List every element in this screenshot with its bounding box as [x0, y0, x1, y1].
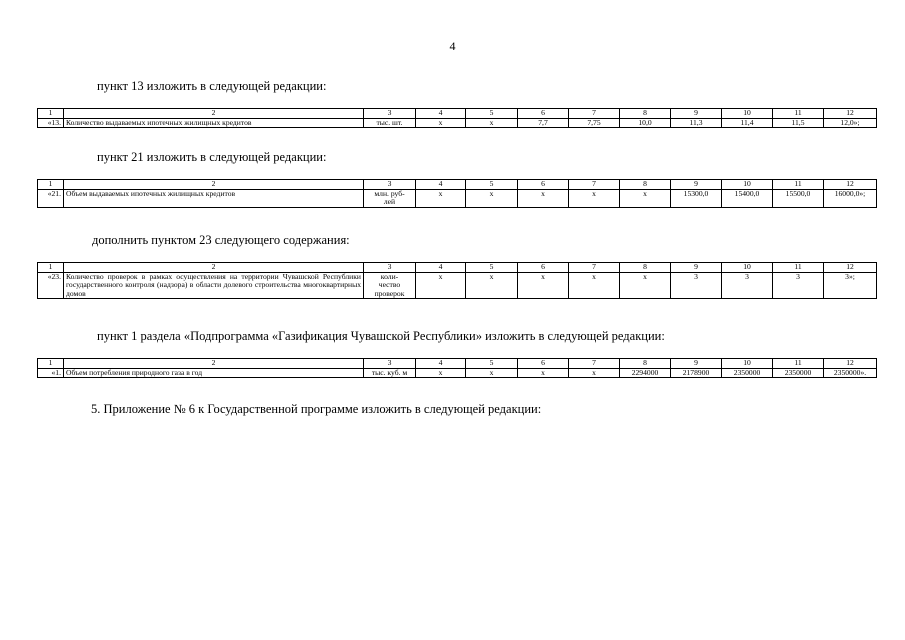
value-cell: 2294000: [620, 368, 671, 378]
col-num: 5: [466, 359, 518, 369]
table-header-row: [38, 180, 877, 190]
value-cell: x: [466, 272, 518, 299]
col-num: 10: [722, 263, 773, 273]
col-num: 11: [773, 180, 824, 190]
col-num: 12: [824, 109, 877, 119]
row-number: «1.: [38, 368, 64, 378]
value-cell: x: [569, 368, 620, 378]
col-num: 5: [466, 180, 518, 190]
table-punkt-1-gas: [37, 358, 877, 378]
col-num: 6: [518, 263, 569, 273]
indicator-name: Объем потребления природного газа в год: [64, 368, 364, 378]
col-num: 2: [64, 180, 364, 190]
value-cell: x: [416, 189, 466, 207]
heading-punkt-1-gas: пункт 1 раздела «Подпрограмма «Газификация Чувашской Республики» изложить в следующей редакции:: [97, 329, 665, 343]
indicator-name: Количество проверок в рамках осуществления на территории Чувашской Республики государственного контроля (надзора) в области долевого строительства многоквартирных домов: [64, 272, 364, 299]
table-punkt-13: [37, 108, 877, 128]
value-cell: x: [518, 368, 569, 378]
value-cell: x: [518, 189, 569, 207]
row-number: «13.: [38, 118, 64, 128]
table-row: [38, 189, 877, 207]
indicator-name: Количество выдаваемых ипотечных жилищных кредитов: [64, 118, 364, 128]
value-cell: 12,0»;: [824, 118, 877, 128]
col-num: 10: [722, 109, 773, 119]
value-cell: x: [416, 272, 466, 299]
indicator-name: Объем выдаваемых ипотечных жилищных кредитов: [64, 189, 364, 207]
col-num: 6: [518, 359, 569, 369]
table-header-row: [38, 359, 877, 369]
col-num: 3: [364, 180, 416, 190]
col-num: 9: [671, 109, 722, 119]
col-num: 1: [38, 263, 64, 273]
value-cell: 10,0: [620, 118, 671, 128]
col-num: 11: [773, 263, 824, 273]
value-cell: 15400,0: [722, 189, 773, 207]
value-cell: x: [620, 272, 671, 299]
col-num: 11: [773, 359, 824, 369]
value-cell: x: [569, 189, 620, 207]
col-num: 9: [671, 359, 722, 369]
value-cell: 2350000: [773, 368, 824, 378]
heading-punkt-23: дополнить пунктом 23 следующего содержания:: [92, 233, 350, 247]
value-cell: x: [466, 118, 518, 128]
col-num: 2: [64, 263, 364, 273]
value-cell: x: [620, 189, 671, 207]
value-cell: 3: [773, 272, 824, 299]
unit-cell: тыс. шт.: [364, 118, 416, 128]
col-num: 2: [64, 109, 364, 119]
value-cell: 16000,0»;: [824, 189, 877, 207]
col-num: 9: [671, 263, 722, 273]
col-num: 1: [38, 359, 64, 369]
unit-cell: млн. руб- лей: [364, 189, 416, 207]
value-cell: x: [466, 189, 518, 207]
value-cell: x: [518, 272, 569, 299]
value-cell: x: [416, 368, 466, 378]
value-cell: x: [466, 368, 518, 378]
col-num: 7: [569, 263, 620, 273]
col-num: 11: [773, 109, 824, 119]
table-row: [38, 368, 877, 378]
col-num: 7: [569, 359, 620, 369]
unit-cell: тыс. куб. м: [364, 368, 416, 378]
col-num: 7: [569, 109, 620, 119]
value-cell: 3: [722, 272, 773, 299]
col-num: 7: [569, 180, 620, 190]
col-num: 3: [364, 263, 416, 273]
page-number: 4: [449, 39, 456, 53]
value-cell: 2350000».: [824, 368, 877, 378]
table-row: [38, 272, 877, 299]
table-punkt-21: [37, 179, 877, 208]
value-cell: 11,5: [773, 118, 824, 128]
unit-cell: коли- чество проверок: [364, 272, 416, 299]
table-row: [38, 118, 877, 128]
col-num: 1: [38, 180, 64, 190]
heading-punkt-13: пункт 13 изложить в следующей редакции:: [97, 79, 327, 93]
col-num: 3: [364, 359, 416, 369]
final-paragraph: 5. Приложение № 6 к Государственной программе изложить в следующей редакции:: [91, 402, 542, 416]
value-cell: 7,75: [569, 118, 620, 128]
col-num: 10: [722, 359, 773, 369]
col-num: 10: [722, 180, 773, 190]
value-cell: x: [569, 272, 620, 299]
col-num: 2: [64, 359, 364, 369]
heading-punkt-21: пункт 21 изложить в следующей редакции:: [97, 150, 327, 164]
value-cell: 15300,0: [671, 189, 722, 207]
col-num: 5: [466, 109, 518, 119]
col-num: 12: [824, 263, 877, 273]
value-cell: 3: [671, 272, 722, 299]
value-cell: 15500,0: [773, 189, 824, 207]
value-cell: 7,7: [518, 118, 569, 128]
col-num: 12: [824, 359, 877, 369]
col-num: 3: [364, 109, 416, 119]
col-num: 8: [620, 180, 671, 190]
col-num: 1: [38, 109, 64, 119]
table-header-row: [38, 109, 877, 119]
col-num: 4: [416, 109, 466, 119]
col-num: 9: [671, 180, 722, 190]
value-cell: x: [416, 118, 466, 128]
col-num: 5: [466, 263, 518, 273]
value-cell: 3»;: [824, 272, 877, 299]
value-cell: 11,4: [722, 118, 773, 128]
col-num: 4: [416, 263, 466, 273]
col-num: 8: [620, 109, 671, 119]
col-num: 12: [824, 180, 877, 190]
col-num: 6: [518, 109, 569, 119]
value-cell: 11,3: [671, 118, 722, 128]
row-number: «21.: [38, 189, 64, 207]
col-num: 8: [620, 263, 671, 273]
col-num: 4: [416, 359, 466, 369]
table-punkt-23: [37, 262, 877, 299]
col-num: 6: [518, 180, 569, 190]
value-cell: 2350000: [722, 368, 773, 378]
col-num: 4: [416, 180, 466, 190]
value-cell: 2178900: [671, 368, 722, 378]
col-num: 8: [620, 359, 671, 369]
row-number: «23.: [38, 272, 64, 299]
table-header-row: [38, 263, 877, 273]
